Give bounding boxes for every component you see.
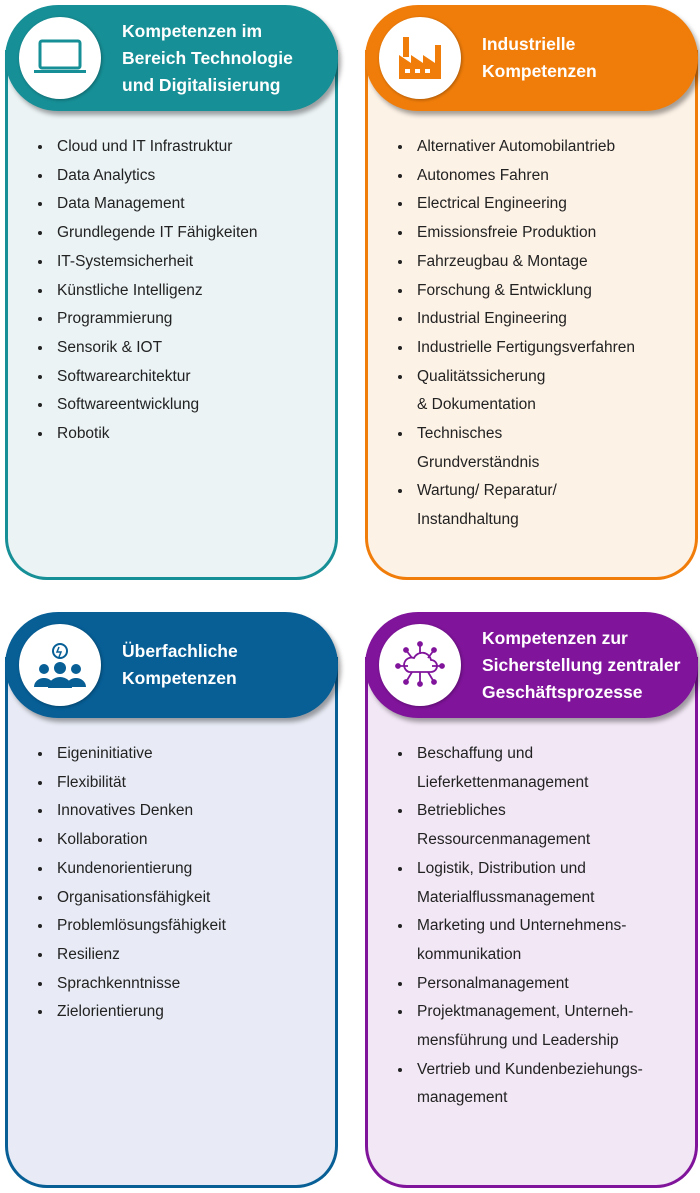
card-title <box>122 5 322 111</box>
competency-list <box>35 133 258 449</box>
card-title-line: Überfachliche <box>122 641 238 661</box>
list-item-line: Industrial Engineering <box>417 310 567 328</box>
list-item: • Innovatives Denken <box>53 797 226 826</box>
list-item <box>413 133 635 162</box>
list-item: • Programmierung <box>53 305 258 334</box>
list-item-line: mensführung und Leadership <box>417 1032 619 1050</box>
card-title-line: Kompetenzen zur <box>482 627 628 648</box>
list-item <box>413 363 635 420</box>
team-idea-icon <box>19 624 101 706</box>
list-item-line: management <box>417 1089 508 1107</box>
list-item-line: Forschung & Entwicklung <box>417 281 592 299</box>
list-item-line: Technisches <box>417 425 503 443</box>
card-title-line: Bereich Technologie <box>122 47 293 68</box>
list-item-line: kommunikation <box>417 945 522 963</box>
list-item: • Data Analytics <box>53 162 258 191</box>
list-item: • IT-Systemsicherheit <box>53 248 258 277</box>
list-item: • Flexibilität <box>53 769 226 798</box>
list-item-line: & Dokumentation <box>417 396 536 414</box>
card-title-line: Sicherstellung zentraler <box>482 654 681 675</box>
list-item-line: Marketing und Unternehmens- <box>417 917 627 935</box>
card-title <box>122 612 322 718</box>
list-item-line: Vertrieb und Kundenbeziehungs- <box>417 1060 643 1078</box>
list-item: • Kollaboration <box>53 826 226 855</box>
card-header <box>365 5 698 111</box>
list-item <box>413 305 635 334</box>
list-item: • Softwarearchitektur <box>53 363 258 392</box>
list-item-line: Industrielle Fertigungsverfahren <box>417 338 635 356</box>
list-item <box>413 219 635 248</box>
competency-list <box>395 133 635 535</box>
card-title-line: Geschäftsprozesse <box>482 681 643 702</box>
list-item <box>413 162 635 191</box>
card-technology-digital <box>5 5 338 580</box>
list-item-line: Grundverständnis <box>417 453 540 471</box>
factory-icon <box>379 17 461 99</box>
list-item-line: Materialflussmanagement <box>417 888 595 906</box>
competency-list <box>395 740 643 1113</box>
list-item: • Sprachkenntnisse <box>53 970 226 999</box>
list-item: • Zielorientierung <box>53 998 226 1027</box>
card-header <box>5 5 338 111</box>
card-title-line: Industrielle <box>482 34 576 54</box>
list-item <box>413 998 643 1055</box>
list-item <box>413 970 643 999</box>
list-item <box>413 912 643 969</box>
list-item <box>413 334 635 363</box>
list-item-line: Ressourcenmanagement <box>417 831 591 849</box>
list-item: • Sensorik & IOT <box>53 334 258 363</box>
list-item: • Organisationsfähigkeit <box>53 884 226 913</box>
list-item <box>413 855 643 912</box>
list-item-line: Alternativer Automobilantrieb <box>417 138 616 155</box>
card-title <box>482 5 682 111</box>
list-item: • Grundlegende IT Fähigkeiten <box>53 219 258 248</box>
list-item-line: Instandhaltung <box>417 511 519 529</box>
list-item: • Resilienz <box>53 941 226 970</box>
list-item-line: Beschaffung und <box>417 745 534 762</box>
list-item <box>413 477 635 534</box>
card-header <box>365 612 698 718</box>
list-item-line: Electrical Engineering <box>417 195 567 213</box>
list-item: • Cloud und IT Infrastruktur <box>53 133 258 162</box>
card-title <box>482 612 682 718</box>
list-item: • Eigeninitiative <box>53 740 226 769</box>
list-item <box>413 797 643 854</box>
competency-list <box>35 740 226 1027</box>
list-item <box>413 1056 643 1113</box>
list-item: • Problemlösungsfähigkeit <box>53 912 226 941</box>
list-item-line: Logistik, Distribution und <box>417 859 586 877</box>
list-item <box>413 420 635 477</box>
card-business-processes <box>365 612 698 1188</box>
list-item-line: Qualitätssicherung <box>417 367 546 385</box>
list-item-line: Fahrzeugbau & Montage <box>417 252 588 270</box>
list-item <box>413 248 635 277</box>
card-title-line: Kompetenzen <box>482 61 597 81</box>
cloud-network-icon <box>379 624 461 706</box>
list-item-line: Personalmanagement <box>417 974 569 992</box>
list-item <box>413 190 635 219</box>
list-item: • Data Management <box>53 190 258 219</box>
card-industrial <box>365 5 698 580</box>
list-item-line: Autonomes Fahren <box>417 166 549 184</box>
laptop-icon <box>19 17 101 99</box>
list-item-line: Projektmanagement, Unterneh- <box>417 1003 634 1021</box>
card-title-line: und Digitalisierung <box>122 74 281 95</box>
list-item-line: Emissionsfreie Produktion <box>417 224 597 242</box>
list-item: • Künstliche Intelligenz <box>53 277 258 306</box>
list-item-line: Lieferkettenmanagement <box>417 773 589 791</box>
list-item <box>413 740 643 797</box>
list-item-line: Wartung/ Reparatur/ <box>417 482 557 500</box>
list-item: • Kundenorientierung <box>53 855 226 884</box>
card-header <box>5 612 338 718</box>
card-interdisciplinary <box>5 612 338 1188</box>
card-title-line: Kompetenzen im <box>122 20 263 41</box>
card-title-line: Kompetenzen <box>122 668 237 688</box>
list-item: • Robotik <box>53 420 258 449</box>
list-item: • Softwareentwicklung <box>53 391 258 420</box>
list-item-line: Betriebliches <box>417 802 506 820</box>
list-item <box>413 277 635 306</box>
